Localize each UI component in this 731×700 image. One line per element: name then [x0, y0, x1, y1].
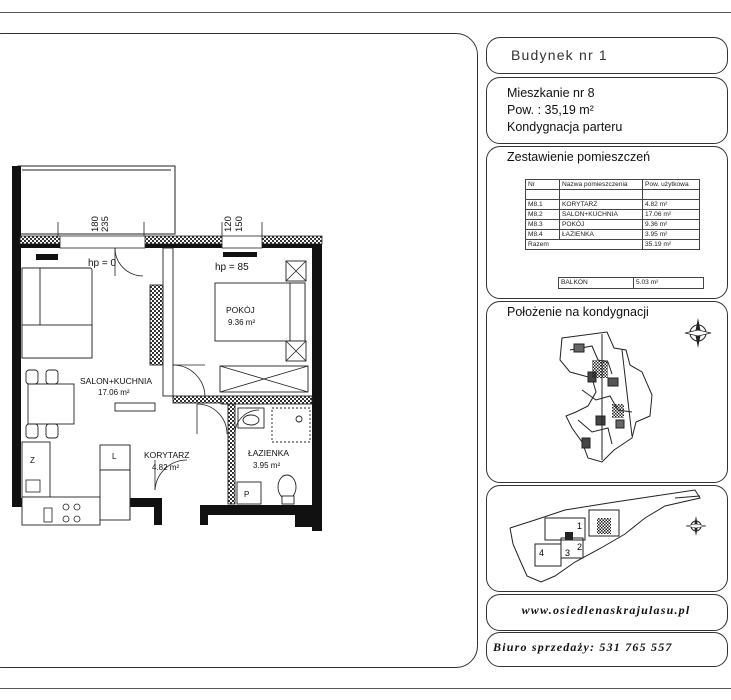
- table-row: [526, 230, 700, 240]
- site-unit-label: 4: [539, 548, 545, 558]
- room-name: SALON+KUCHNIA: [560, 210, 643, 220]
- table-header-row: [526, 180, 700, 190]
- room-area: 17.06 m²: [643, 210, 700, 220]
- table-row: [526, 200, 700, 210]
- room-area: 9.36 m²: [643, 220, 700, 230]
- column-header: Pow. użytkowa: [643, 180, 700, 190]
- balcony-table: [558, 277, 704, 289]
- radiator: [36, 254, 58, 260]
- cabinet-letter: Z: [30, 456, 35, 465]
- total-label: Razem: [526, 240, 643, 250]
- room-nr: M8.3: [526, 220, 560, 230]
- sales-office-text: Biuro sprzedaży: 531 765 557: [493, 640, 673, 654]
- column-header: Nr: [526, 180, 560, 190]
- total-area: 35.19 m²: [643, 240, 700, 250]
- balcony-area: 5.03 m²: [634, 278, 704, 289]
- room-label: POKÓJ: [226, 305, 255, 315]
- room-name: KORYTARZ: [560, 200, 643, 210]
- compass-icon: [682, 316, 714, 350]
- table-row: [559, 278, 704, 289]
- column-header: Nazwa pomieszczenia: [560, 180, 643, 190]
- room-nr: M8.2: [526, 210, 560, 220]
- site-unit-label: 3: [565, 548, 571, 558]
- room-area: 3.95 m²: [253, 461, 281, 470]
- room-area: 17.06 m²: [98, 388, 130, 397]
- site-plan-diagram: [505, 488, 720, 588]
- apartment-area: Pow. : 35,19 m²: [507, 103, 594, 117]
- site-unit-label: 1: [577, 521, 583, 531]
- room-name: POKÓJ: [560, 220, 643, 230]
- floor-location-diagram: [552, 320, 672, 470]
- table-row: [526, 220, 700, 230]
- window-dimension: 150: [234, 216, 245, 232]
- location-heading: Położenie na kondygnacji: [507, 305, 649, 319]
- sill-height-label: hp = 85: [215, 262, 249, 273]
- room-area: 9.36 m²: [228, 318, 256, 327]
- compass-icon: [684, 514, 708, 538]
- room-nr: M8.1: [526, 200, 560, 210]
- window-room: [222, 236, 262, 248]
- fridge-letter: L: [112, 452, 117, 461]
- room-name: ŁAZIENKA: [560, 230, 643, 240]
- rooms-table: [525, 179, 700, 250]
- room-area: 4.82 m²: [643, 200, 700, 210]
- table-total-row: [526, 240, 700, 250]
- room-area: 3.95 m²: [643, 230, 700, 240]
- window-dimension: 120: [223, 216, 234, 232]
- apartment-name: Mieszkanie nr 8: [507, 86, 595, 100]
- rooms-heading: Zestawienie pomieszczeń: [507, 150, 651, 164]
- window-living: [60, 236, 145, 248]
- radiator: [223, 252, 257, 257]
- building-title: Budynek nr 1: [511, 47, 608, 63]
- window-dimension: 235: [100, 216, 111, 232]
- site-unit-label: 2: [577, 542, 583, 552]
- room-area: 4.82 m²: [152, 463, 180, 472]
- washer-letter: P: [244, 490, 250, 499]
- room-label: SALON+KUCHNIA: [80, 376, 153, 386]
- website-text: www.osiedlenaskrajulasu.pl: [521, 603, 691, 617]
- window-dimension: 180: [90, 216, 101, 232]
- apartment-floor: Kondygnacja parteru: [507, 120, 623, 134]
- room-label: KORYTARZ: [144, 450, 190, 460]
- room-label: ŁAZIENKA: [248, 448, 290, 458]
- table-row: [526, 210, 700, 220]
- room-nr: M8.4: [526, 230, 560, 240]
- table-spacer-row: [526, 190, 700, 200]
- balcony-label: BALKON: [559, 278, 634, 289]
- sill-height-label: hp = 0: [88, 258, 117, 269]
